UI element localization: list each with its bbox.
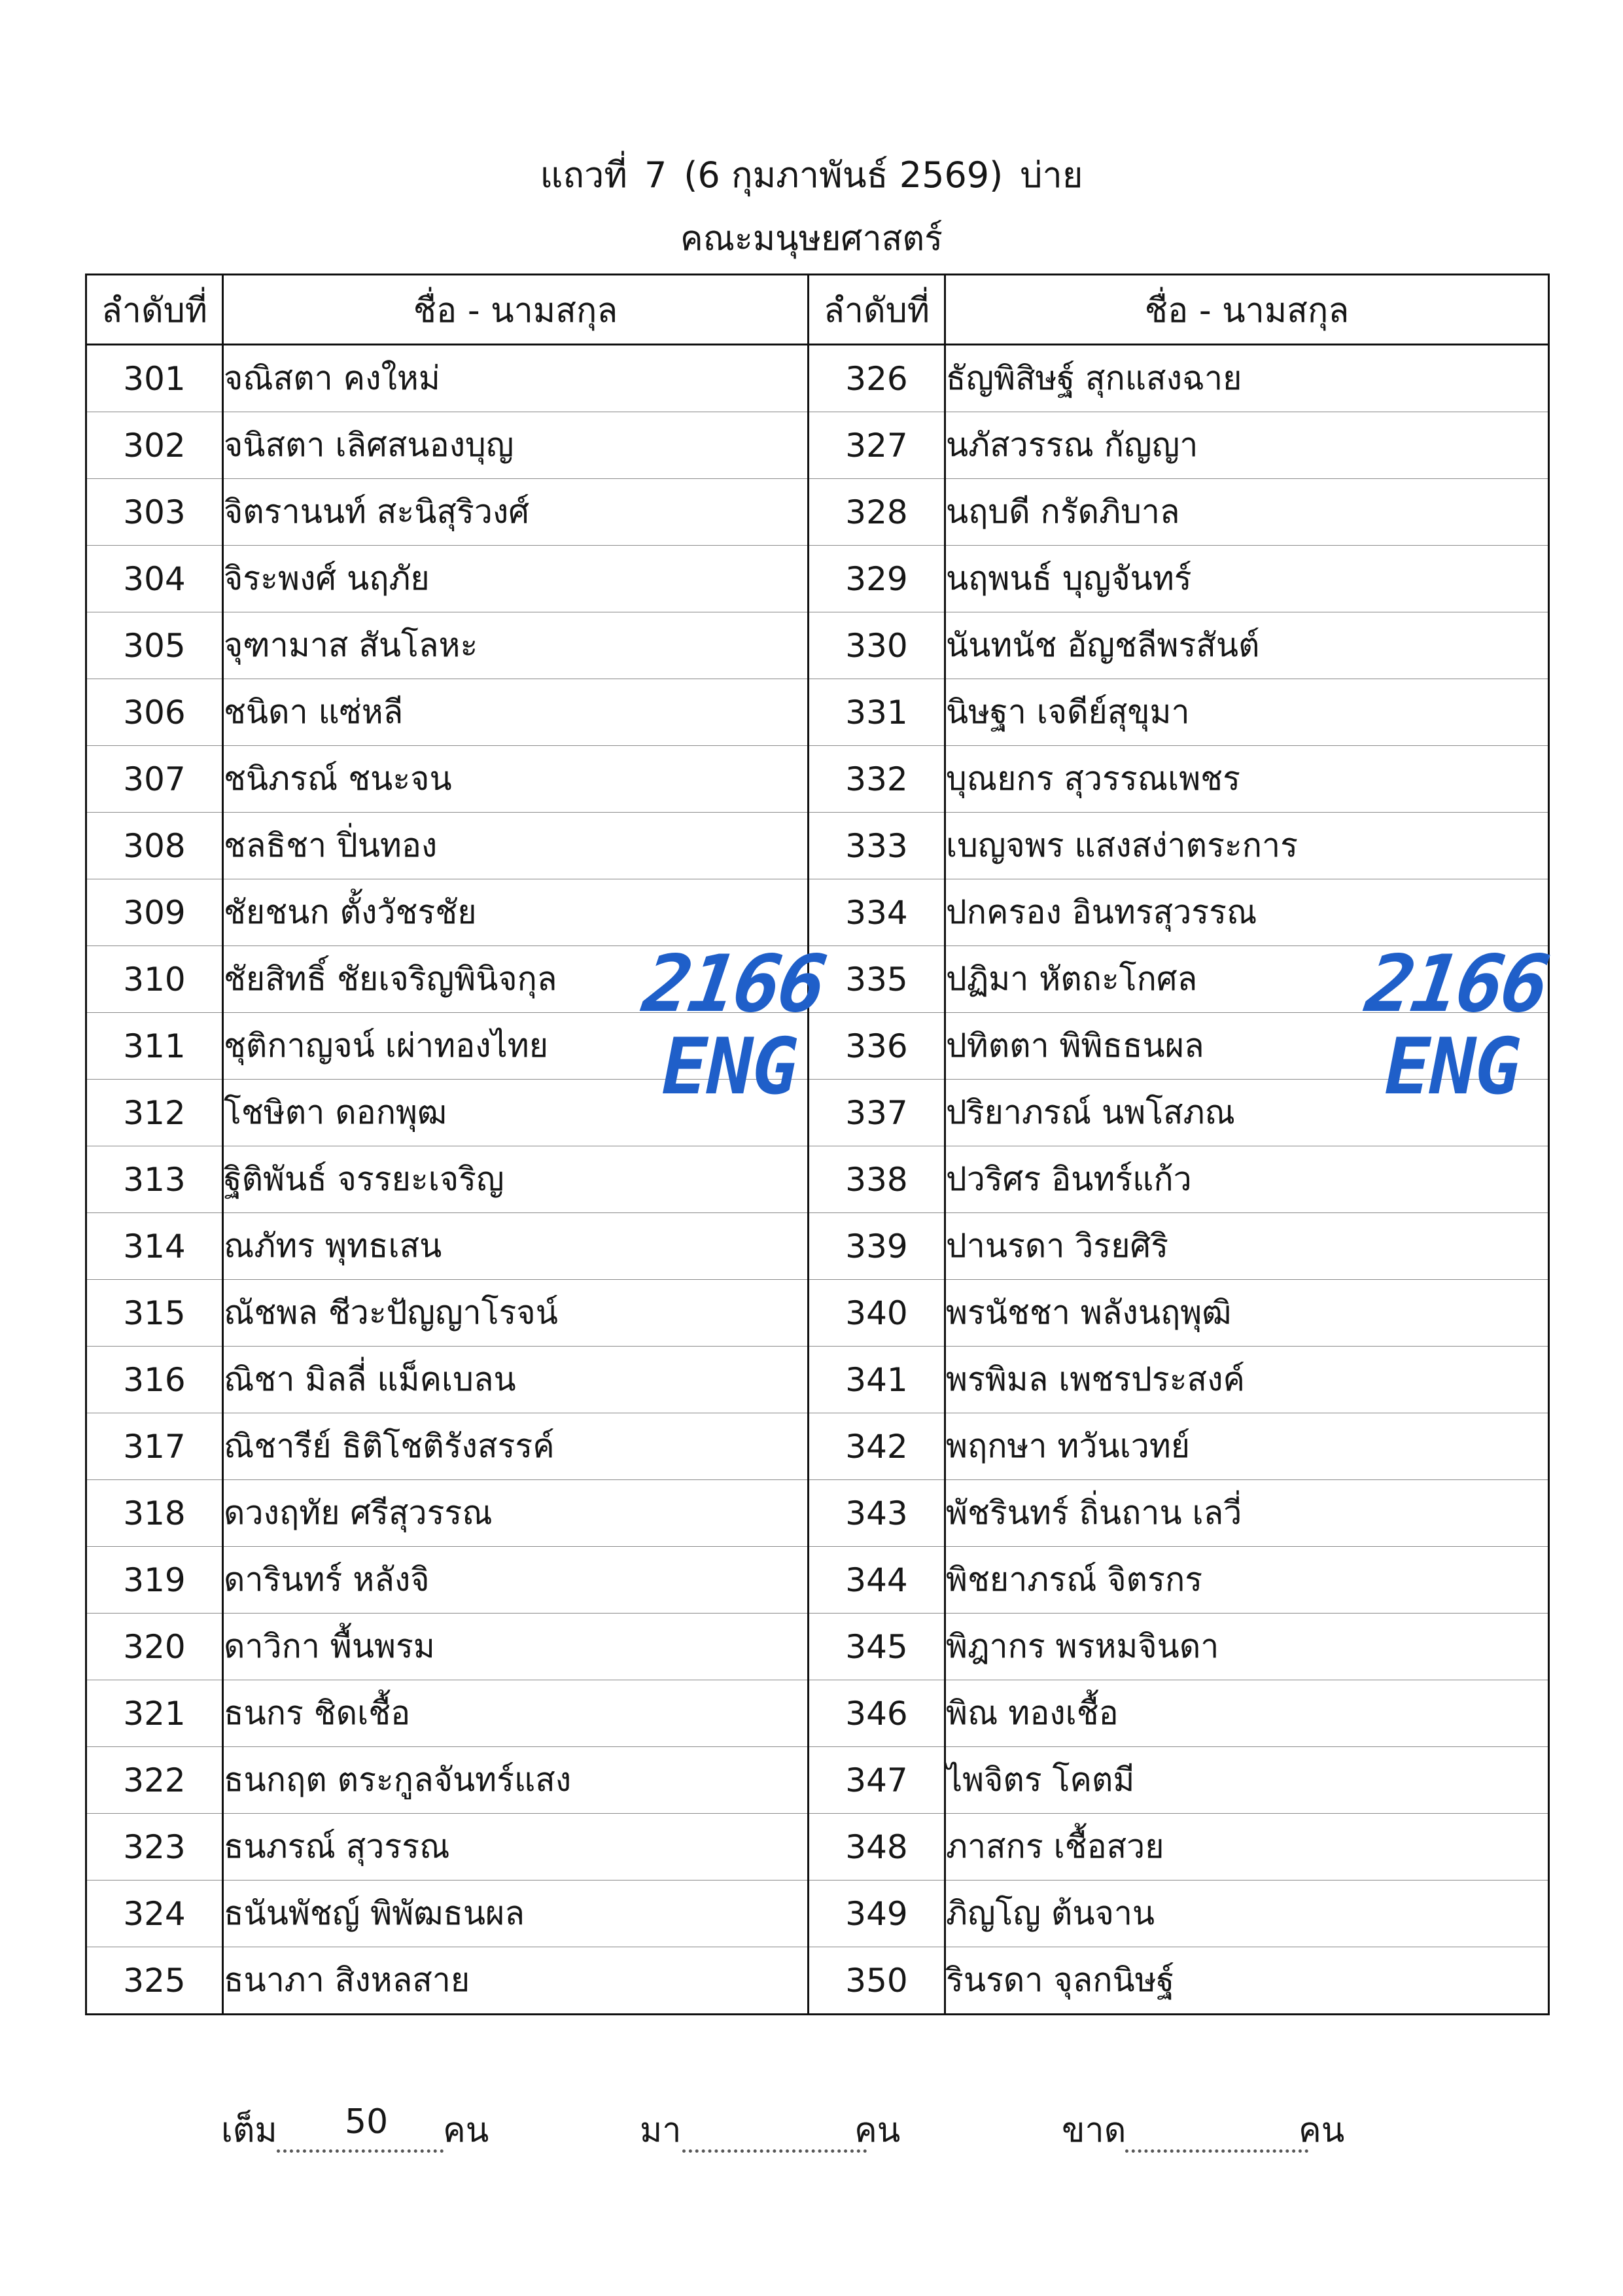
full-value: 50 — [345, 2102, 389, 2142]
student-name-right: นันทนัช อัญชลีพรสันต์ — [945, 612, 1549, 679]
student-name-right: นฤบดี กรัดภิบาล — [945, 479, 1549, 546]
table-row — [86, 1947, 1549, 2015]
table-row — [86, 1814, 1549, 1881]
row-number-right: 328 — [809, 479, 945, 546]
student-name-right: ปริยาภรณ์ นพโสภณ — [945, 1080, 1549, 1146]
table-row — [86, 1747, 1549, 1814]
absent-count-line[interactable] — [1125, 2149, 1308, 2153]
title-date: (6 กุมภาพันธ์ 2569) — [684, 154, 1003, 196]
student-name-left: ณภัทร พุทธเสน — [223, 1213, 809, 1280]
faculty-name: คณะมนุษยศาสตร์ — [680, 219, 943, 258]
stamp-label: ENG — [1384, 1021, 1520, 1112]
row-number-right: 342 — [809, 1413, 945, 1480]
row-number-right: 339 — [809, 1213, 945, 1280]
table-row — [86, 1213, 1549, 1280]
header-number-left: ลำดับที่ — [86, 275, 223, 345]
student-name-left: ชัยสิทธิ์ ชัยเจริญพินิจกุล — [223, 946, 809, 1013]
student-name-left: ชนิภรณ์ ชนะจน — [223, 746, 809, 813]
student-name-right: พิฎากร พรหมจินดา — [945, 1614, 1549, 1680]
table-row — [86, 746, 1549, 813]
absent-unit: คน — [1299, 2111, 1345, 2150]
present-unit: คน — [854, 2111, 901, 2150]
row-number-right: 330 — [809, 612, 945, 679]
table-row — [86, 479, 1549, 546]
table-row — [86, 1347, 1549, 1413]
student-name-right: พัชรินทร์ ถิ่นถาน เลวี่ — [945, 1480, 1549, 1547]
row-number-left: 322 — [86, 1747, 223, 1814]
annotation-stamp-left — [638, 939, 829, 1112]
stamp-code: 2166 — [1361, 939, 1552, 1030]
student-name-right: ไพจิตร โคตมี — [945, 1747, 1549, 1814]
full-label: เต็ม — [221, 2111, 277, 2150]
row-number-left: 324 — [86, 1881, 223, 1947]
table-row — [86, 546, 1549, 612]
student-name-right: ภิญโญ ต้นจาน — [945, 1881, 1549, 1947]
row-number-right: 349 — [809, 1881, 945, 1947]
row-number-left: 323 — [86, 1814, 223, 1881]
student-name-right: ภาสกร เชื้อสวย — [945, 1814, 1549, 1881]
student-name-right: พรพิมล เพชรประสงค์ — [945, 1347, 1549, 1413]
row-number-right: 343 — [809, 1480, 945, 1547]
title-row-number: 7 — [644, 154, 667, 196]
row-number-right: 344 — [809, 1547, 945, 1614]
table-row — [86, 412, 1549, 479]
table-row — [86, 1881, 1549, 1947]
roster-table — [85, 274, 1550, 2015]
row-number-left: 325 — [86, 1947, 223, 2015]
row-number-left: 315 — [86, 1280, 223, 1347]
student-name-left: ดวงฤทัย ศรีสุวรรณ — [223, 1480, 809, 1547]
student-name-left: ธนาภา สิงหลสาย — [223, 1947, 809, 2015]
row-number-left: 317 — [86, 1413, 223, 1480]
student-name-right: ปวริศร อินทร์แก้ว — [945, 1146, 1549, 1213]
row-number-left: 308 — [86, 813, 223, 879]
row-number-left: 320 — [86, 1614, 223, 1680]
row-number-right: 350 — [809, 1947, 945, 2015]
student-name-left: จนิสตา เลิศสนองบุญ — [223, 412, 809, 479]
table-row — [86, 1080, 1549, 1146]
student-name-left: ณัชพล ชีวะปัญญาโรจน์ — [223, 1280, 809, 1347]
student-name-left: ณิชา มิลลี่ แม็คเบลน — [223, 1347, 809, 1413]
row-number-right: 345 — [809, 1614, 945, 1680]
student-name-left: ชลธิชา ปิ่นทอง — [223, 813, 809, 879]
row-number-left: 316 — [86, 1347, 223, 1413]
table-row — [86, 813, 1549, 879]
student-name-left: ดารินทร์ หลังจิ — [223, 1547, 809, 1614]
student-name-left: จิตรานนท์ สะนิสุริวงศ์ — [223, 479, 809, 546]
table-row — [86, 1480, 1549, 1547]
student-name-left: ธนกฤต ตระกูลจันทร์แสง — [223, 1747, 809, 1814]
table-row — [86, 345, 1549, 412]
header-name-right: ชื่อ - นามสกุล — [945, 275, 1549, 345]
row-number-left: 301 — [86, 345, 223, 412]
table-row — [86, 1680, 1549, 1747]
student-name-right: พิชยาภรณ์ จิตรกร — [945, 1547, 1549, 1614]
student-name-right: นิษฐา เจดีย์สุขุมา — [945, 679, 1549, 746]
attendance-summary — [0, 2097, 1623, 2163]
full-count-line — [277, 2149, 444, 2153]
student-name-left: จิระพงศ์ นฤภัย — [223, 546, 809, 612]
student-name-left: ดาวิกา พื้นพรม — [223, 1614, 809, 1680]
student-name-right: รินรดา จุลกนิษฐ์ — [945, 1947, 1549, 2015]
roster-body — [86, 345, 1552, 2015]
row-number-right: 332 — [809, 746, 945, 813]
row-number-right: 337 — [809, 1080, 945, 1146]
annotation-stamp-right — [1361, 939, 1552, 1112]
student-name-right: พรนัชชา พลังนฤพุฒิ — [945, 1280, 1549, 1347]
row-number-right: 338 — [809, 1146, 945, 1213]
student-name-right: พฤกษา ทวันเวทย์ — [945, 1413, 1549, 1480]
stamp-label: ENG — [661, 1021, 797, 1112]
present-label: มา — [640, 2111, 682, 2150]
student-name-left: ชุติกาญจน์ เผ่าทองไทย — [223, 1013, 809, 1080]
student-name-left: ธนันพัชญ์ พิพัฒธนผล — [223, 1881, 809, 1947]
student-name-left: โชษิตา ดอกพุฒ — [223, 1080, 809, 1146]
table-row — [86, 1614, 1549, 1680]
row-number-left: 303 — [86, 479, 223, 546]
student-name-right: ปฏิมา หัตถะโกศล — [945, 946, 1549, 1013]
table-row — [86, 1413, 1549, 1480]
row-number-left: 313 — [86, 1146, 223, 1213]
absent-label: ขาด — [1062, 2111, 1126, 2150]
row-number-right: 326 — [809, 345, 945, 412]
student-name-right: นภัสวรรณ กัญญา — [945, 412, 1549, 479]
student-name-left: ชนิดา แซ่หลี — [223, 679, 809, 746]
row-number-left: 307 — [86, 746, 223, 813]
student-name-right: นฤพนธ์ บุญจันทร์ — [945, 546, 1549, 612]
title-session: บ่าย — [1020, 154, 1083, 196]
header-number-right: ลำดับที่ — [809, 275, 945, 345]
row-number-right: 327 — [809, 412, 945, 479]
row-number-right: 347 — [809, 1747, 945, 1814]
row-number-right: 334 — [809, 879, 945, 946]
student-name-right: ปทิตตา พิพิธธนผล — [945, 1013, 1549, 1080]
table-row — [86, 1547, 1549, 1614]
table-row — [86, 612, 1549, 679]
row-number-right: 341 — [809, 1347, 945, 1413]
student-name-right: พิณ ทองเชื้อ — [945, 1680, 1549, 1747]
row-number-left: 319 — [86, 1547, 223, 1614]
student-name-left: ฐิติพันธ์ จรรยะเจริญ — [223, 1146, 809, 1213]
full-unit: คน — [443, 2111, 489, 2150]
row-number-left: 302 — [86, 412, 223, 479]
row-number-right: 335 — [809, 946, 945, 1013]
row-number-right: 329 — [809, 546, 945, 612]
row-number-right: 346 — [809, 1680, 945, 1747]
table-header-row — [86, 275, 1549, 345]
row-number-right: 331 — [809, 679, 945, 746]
page-title — [0, 149, 1623, 202]
student-name-right: ปกครอง อินทรสุวรรณ — [945, 879, 1549, 946]
student-name-right: ปานรดา วิรยศิริ — [945, 1213, 1549, 1280]
table-row — [86, 679, 1549, 746]
row-number-left: 309 — [86, 879, 223, 946]
student-name-right: บุณยกร สุวรรณเพชร — [945, 746, 1549, 813]
row-number-left: 312 — [86, 1080, 223, 1146]
title-prefix: แถวที่ — [540, 154, 627, 196]
student-name-left: จณิสตา คงใหม่ — [223, 345, 809, 412]
row-number-left: 318 — [86, 1480, 223, 1547]
student-name-left: ณิชารีย์ ธิติโชติรังสรรค์ — [223, 1413, 809, 1480]
row-number-right: 340 — [809, 1280, 945, 1347]
row-number-right: 333 — [809, 813, 945, 879]
student-name-left: จุฑามาส สันโลหะ — [223, 612, 809, 679]
student-name-right: ธัญพิสิษฐ์ สุกแสงฉาย — [945, 345, 1549, 412]
row-number-left: 305 — [86, 612, 223, 679]
row-number-left: 314 — [86, 1213, 223, 1280]
row-number-left: 306 — [86, 679, 223, 746]
student-name-right: เบญจพร แสงสง่าตระการ — [945, 813, 1549, 879]
header-name-left: ชื่อ - นามสกุล — [223, 275, 809, 345]
student-name-left: ธนภรณ์ สุวรรณ — [223, 1814, 809, 1881]
row-number-right: 336 — [809, 1013, 945, 1080]
stamp-code: 2166 — [638, 939, 829, 1030]
row-number-left: 304 — [86, 546, 223, 612]
row-number-left: 321 — [86, 1680, 223, 1747]
table-row — [86, 1146, 1549, 1213]
row-number-left: 310 — [86, 946, 223, 1013]
present-count-line[interactable] — [682, 2149, 867, 2153]
row-number-right: 348 — [809, 1814, 945, 1881]
table-row — [86, 1280, 1549, 1347]
student-name-left: ธนกร ชิดเชื้อ — [223, 1680, 809, 1747]
table-row — [86, 879, 1549, 946]
student-name-left: ชัยชนก ตั้งวัชรชัย — [223, 879, 809, 946]
row-number-left: 311 — [86, 1013, 223, 1080]
